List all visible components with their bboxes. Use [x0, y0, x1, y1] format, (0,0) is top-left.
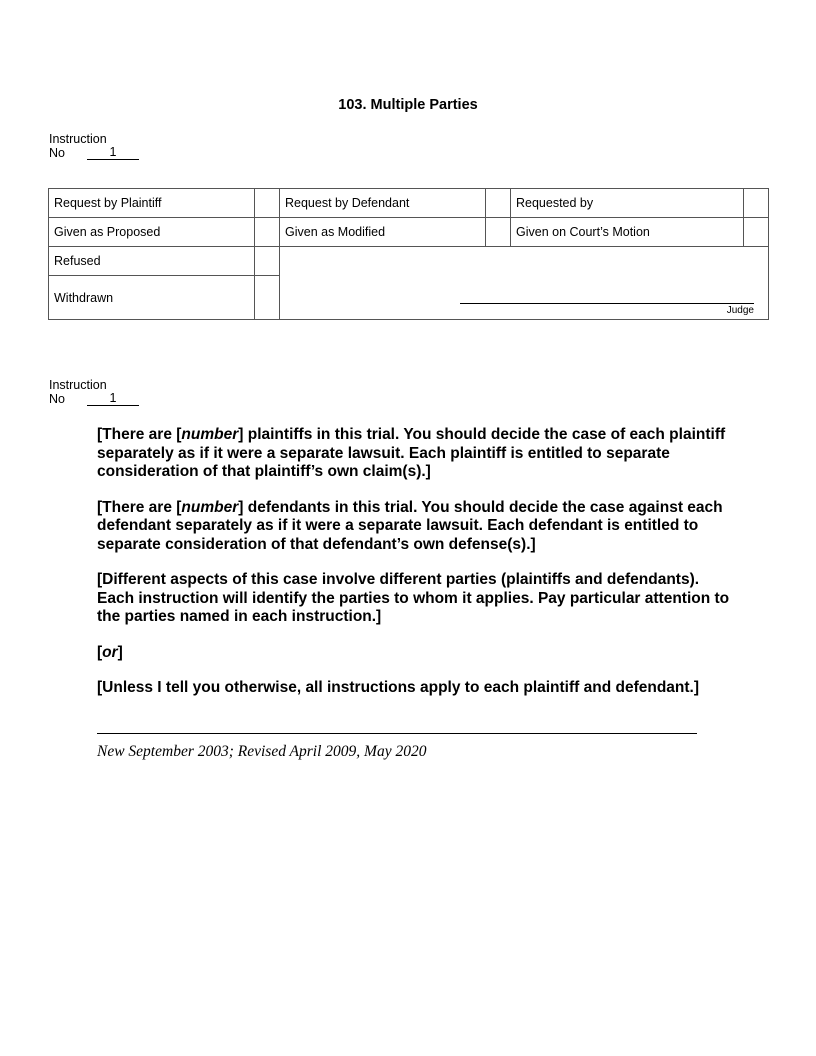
page-title: 103. Multiple Parties	[338, 97, 478, 113]
withdrawn-box[interactable]	[255, 276, 280, 320]
given-proposed-label: Given as Proposed	[49, 218, 255, 247]
request-plaintiff-label: Request by Plaintiff	[49, 189, 255, 218]
instruction-form-table	[48, 188, 769, 320]
instruction-paragraph: [Different aspects of this case involve different parties (plaintiffs and defendants). Each instruction will identify the parties to whom it applies. Pay particular attention to the parties named in each instruction.]	[97, 571, 730, 625]
given-modified-label: Given as Modified	[280, 218, 486, 247]
request-defendant-label: Request by Defendant	[280, 189, 486, 218]
instruction-paragraph: [There are [number] defendants in this trial. You should decide the case against each defendant separately as if it were a separate lawsuit. Each defendant is entitled to separate consideration of that defendant’s own defense(s).]	[97, 498, 723, 553]
instruction-paragraph: [Unless I tell you otherwise, all instructions apply to each plaintiff and defendant.]	[97, 679, 700, 696]
instruction-no-label: No	[49, 392, 65, 406]
given-court-box[interactable]	[744, 218, 769, 247]
instruction-no-label: No	[49, 146, 65, 160]
revision-history: New September 2003; Revised April 2009, May 2020	[97, 743, 427, 760]
judge-signature-line[interactable]	[460, 303, 754, 304]
instruction-no-value: 1	[87, 392, 139, 406]
withdrawn-label: Withdrawn	[49, 276, 255, 320]
divider	[97, 733, 697, 734]
requested-by-label: Requested by	[511, 189, 744, 218]
request-plaintiff-box[interactable]	[255, 189, 280, 218]
instruction-number-block	[49, 132, 139, 160]
refused-box[interactable]	[255, 247, 280, 276]
given-modified-box[interactable]	[486, 218, 511, 247]
instruction-body	[97, 426, 737, 715]
request-defendant-box[interactable]	[486, 189, 511, 218]
given-court-label: Given on Court’s Motion	[511, 218, 744, 247]
judge-label: Judge	[726, 305, 754, 316]
instruction-no-value: 1	[87, 146, 139, 160]
refused-label: Refused	[49, 247, 255, 276]
instruction-paragraph: [There are [number] plaintiffs in this trial. You should decide the case of each plaintiff separately as if it were a separate lawsuit. Each plaintiff is entitled to separate consideration of that plaintiff’s own claim(s).]	[97, 426, 726, 480]
judge-signature-area	[280, 247, 769, 320]
instruction-label: Instruction	[49, 132, 107, 146]
instruction-paragraph: [or]	[97, 643, 123, 661]
instruction-label: Instruction	[49, 378, 107, 392]
requested-by-box[interactable]	[744, 189, 769, 218]
given-proposed-box[interactable]	[255, 218, 280, 247]
instruction-number-block	[49, 378, 139, 406]
